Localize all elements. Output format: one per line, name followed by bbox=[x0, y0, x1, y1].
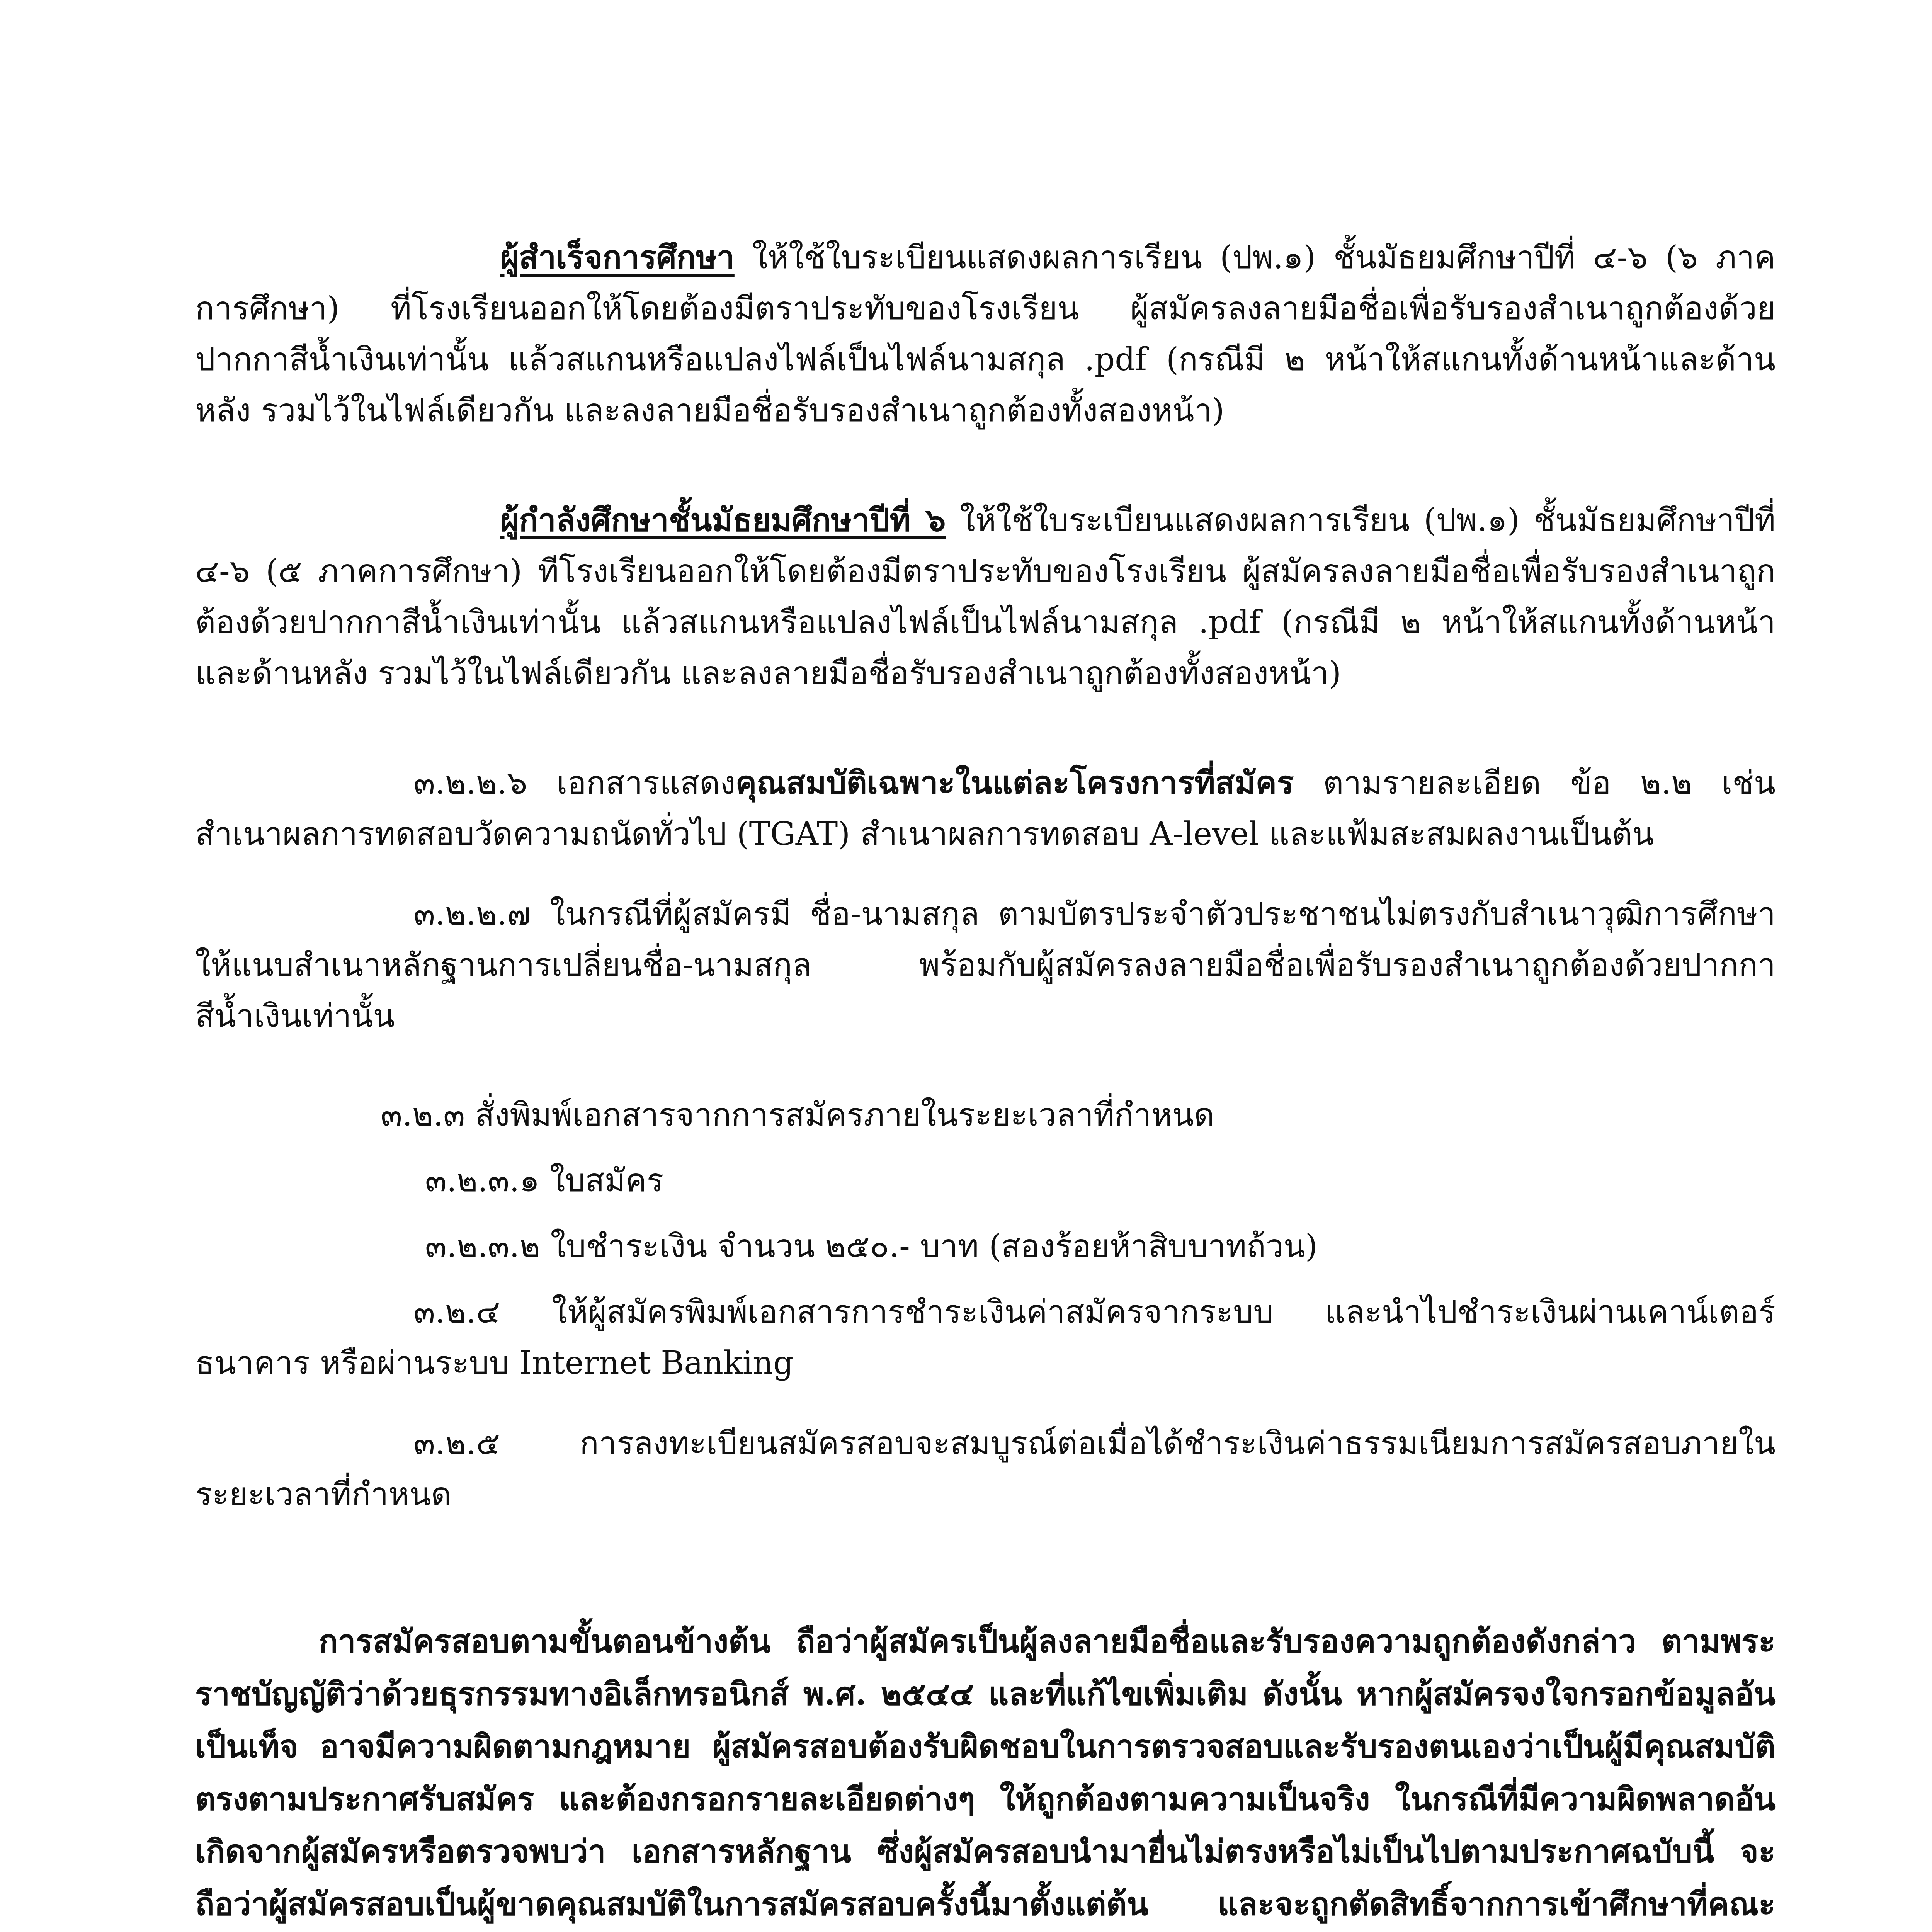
paragraph-grade6-text: ให้ใช้ใบระเบียนแสดงผลการเรียน (ปพ.๑) ชั้นมัธยมศึกษาปีที่ ๔-๖ (๕ ภาคการศึกษา) ทีโรงเรียนออกให้โดยต้องมีตราประทับของโรงเรียน ผู้สมัครลงลายมือชื่อเพื่อรับรองสำเนาถูกต้องด้วยปากกาสีน้ำเงินเท่านั้น แล้วสแกนหรือแปลงไฟล์เป็นไฟล์นามสกุล .pdf (กรณีมี ๒ หน้าให้สแกนทั้งด้านหน้าและด้านหลัง รวมไว้ในไฟล์เดียวกัน และลงลายมือชื่อรับรองสำเนาถูกต้องทั้งสองหน้า) bbox=[195, 502, 1776, 692]
item-3-2-2-7: ๓.๒.๒.๗ ในกรณีที่ผู้สมัครมี ชื่อ-นามสกุล ตามบัตรประจำตัวประชาชนไม่ตรงกับสำเนาวุฒิการศึกษา ให้แนบสำเนาหลักฐานการเปลี่ยนชื่อ-นามสกุล พร้อมกับผู้สมัครลงลายมือชื่อเพื่อรับรองสำเนาถูกต้องด้วยปากกาสีน้ำเงินเท่านั้น bbox=[195, 896, 1776, 1034]
item-3-2-2-6-pre: ๓.๒.๒.๖ เอกสารแสดง bbox=[413, 765, 736, 801]
paragraph-graduates-text: ให้ใช้ใบระเบียนแสดงผลการเรียน (ปพ.๑) ชั้นมัธยมศึกษาปีที่ ๔-๖ (๖ ภาคการศึกษา) ที่โรงเรียนออกให้โดยต้องมีตราประทับของโรงเรียน ผู้สมัครลงลายมือชื่อเพื่อรับรองสำเนาถูกต้องด้วยปากกาสีน้ำเงินเท่านั้น แล้วสแกนหรือแปลงไฟล์เป็นไฟล์นามสกุล .pdf (กรณีมี ๒ หน้าให้สแกนทั้งด้านหน้าและด้านหลัง รวมไว้ในไฟล์เดียวกัน และลงลายมือชื่อรับรองสำเนาถูกต้องทั้งสองหน้า) bbox=[195, 239, 1776, 429]
item-3-2-2-6-bold: คุณสมบัติเฉพาะในแต่ละโครงการที่สมัคร bbox=[735, 764, 1294, 801]
item-3-2-5: ๓.๒.๕ การลงทะเบียนสมัครสอบจะสมบูรณ์ต่อเมื่อได้ชำระเงินค่าธรรมเนียมการสมัครสอบภายในระยะเวลาที่กำหนด bbox=[195, 1425, 1776, 1513]
paragraph-graduates bbox=[195, 232, 1776, 436]
item-3-2-3: ๓.๒.๓ สั่งพิมพ์เอกสารจากการสมัครภายในระยะเวลาที่กำหนด bbox=[381, 1097, 1215, 1133]
item-3-2-3-1: ๓.๒.๓.๑ ใบสมัคร bbox=[425, 1162, 664, 1199]
declaration-paragraph: การสมัครสอบตามขั้นตอนข้างต้น ถือว่าผู้สมัครเป็นผู้ลงลายมือชื่อและรับรองความถูกต้องดังกล่าว ตามพระราชบัญญัติว่าด้วยธุรกรรมทางอิเล็กทรอนิกส์ พ.ศ. ๒๕๔๔ และที่แก้ไขเพิ่มเติม ดังนั้น หากผู้สมัครจงใจกรอกข้อมูลอันเป็นเท็จ อาจมีความผิดตามกฎหมาย ผู้สมัครสอบต้องรับผิดชอบในการตรวจสอบและรับรองตนเองว่าเป็นผู้มีคุณสมบัติตรงตามประกาศรับสมัคร และต้องกรอกรายละเอียดต่างๆ ให้ถูกต้องตามความเป็นจริง ในกรณีที่มีความผิดพลาดอันเกิดจากผู้สมัครหรือตรวจพบว่า เอกสารหลักฐาน ซึ่งผู้สมัครสอบนำมายื่นไม่ตรงหรือไม่เป็นไปตามประกาศฉบับนี้ จะถือว่าผู้สมัครสอบเป็นผู้ขาดคุณสมบัติในการสมัครสอบครั้งนี้มาตั้งแต่ต้น และจะถูกตัดสิทธิ์จากการเข้าศึกษาที่คณะ bbox=[195, 1623, 1776, 1923]
item-3-2-3-2: ๓.๒.๓.๒ ใบชำระเงิน จำนวน ๒๕๐.- บาท (สองร้อยห้าสิบบาทถ้วน) bbox=[425, 1228, 1318, 1265]
heading-grade6-students: ผู้กำลังศึกษาชั้นมัธยมศึกษาปีที่ ๖ bbox=[500, 502, 946, 539]
heading-graduates: ผู้สำเร็จการศึกษา bbox=[500, 239, 735, 276]
item-3-2-2-6 bbox=[195, 757, 1776, 860]
item-3-2-4: ๓.๒.๔ ให้ผู้สมัครพิมพ์เอกสารการชำระเงินค่าสมัครจากระบบ และนำไปชำระเงินผ่านเคาน์เตอร์ ธนาคาร หรือผ่านระบบ Internet Banking bbox=[195, 1294, 1776, 1381]
paragraph-grade6-students bbox=[195, 495, 1776, 699]
item-3-2-2-6-post: ตามรายละเอียด ข้อ ๒.๒ เช่น สำเนาผลการทดสอบวัดความถนัดทั่วไป (TGAT) สำเนาผลการทดสอบ A-level และแฟ้มสะสมผลงานเป็นต้น bbox=[195, 765, 1776, 852]
